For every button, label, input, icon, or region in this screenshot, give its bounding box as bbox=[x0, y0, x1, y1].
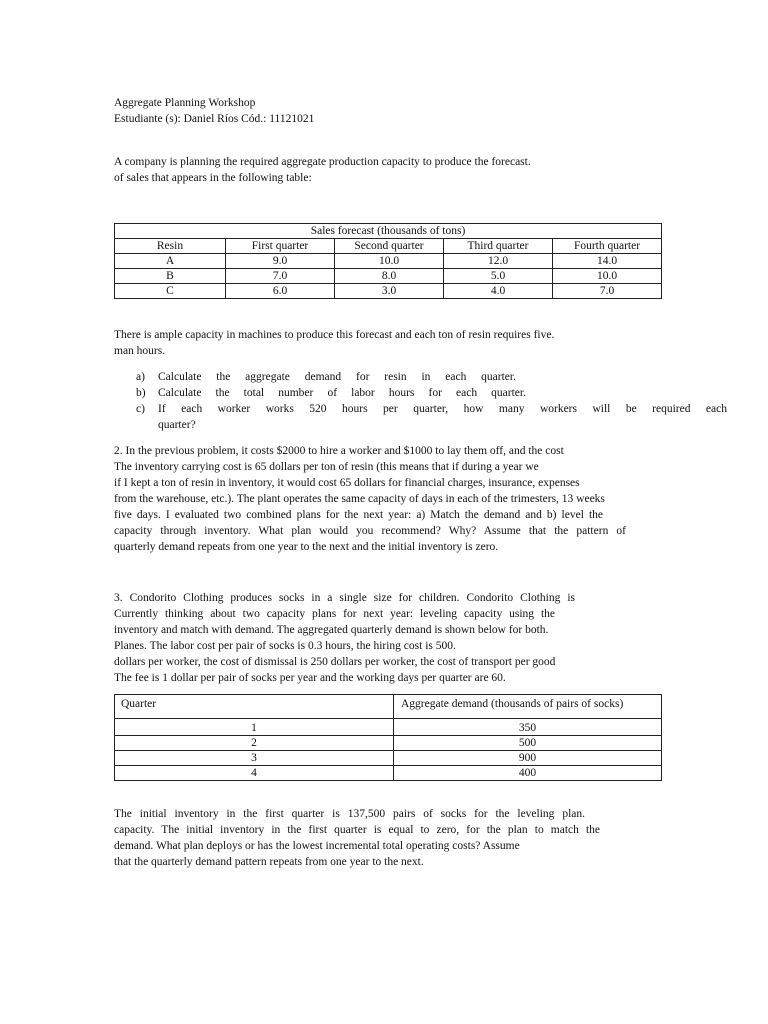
table-cell: C bbox=[115, 284, 226, 299]
column-header: First quarter bbox=[226, 239, 335, 254]
table-cell: 9.0 bbox=[226, 254, 335, 269]
text-line: capacity. The initial inventory in the first quarter is equal to zero, for the plan to match the bbox=[114, 824, 600, 836]
table-cell: 12.0 bbox=[444, 254, 553, 269]
text-line: quarterly demand repeats from one year to the next and the initial inventory is zero. bbox=[114, 541, 499, 553]
document-header bbox=[114, 95, 314, 127]
table-cell: 4 bbox=[115, 766, 394, 781]
table-cell: 8.0 bbox=[335, 269, 444, 284]
text-line: demand. What plan deploys or has the lowest incremental total operating costs? Assume bbox=[114, 840, 520, 852]
column-header: Aggregate demand (thousands of pairs of socks) bbox=[394, 695, 662, 719]
column-header: Resin bbox=[115, 239, 226, 254]
text-line: man hours. bbox=[114, 345, 166, 357]
text-line: The inventory carrying cost is 65 dollars per ton of resin (this means that if during a year we bbox=[114, 461, 539, 473]
column-header: Fourth quarter bbox=[553, 239, 662, 254]
column-header: Quarter bbox=[115, 695, 394, 719]
table-cell: 400 bbox=[394, 766, 662, 781]
table-row bbox=[115, 766, 662, 781]
table-cell: 1 bbox=[115, 719, 394, 736]
sales-forecast-table bbox=[114, 223, 662, 299]
text-line: The initial inventory in the first quarter is 137,500 pairs of socks for the leveling plan. bbox=[114, 808, 585, 820]
student-line: Estudiante (s): Daniel Ríos Cód.: 11121021 bbox=[114, 113, 315, 125]
text-line: of sales that appears in the following table: bbox=[114, 172, 312, 184]
list-marker: c) bbox=[136, 403, 145, 415]
column-header: Third quarter bbox=[444, 239, 553, 254]
table-cell: 2 bbox=[115, 736, 394, 751]
table-cell: 6.0 bbox=[226, 284, 335, 299]
table-cell: B bbox=[115, 269, 226, 284]
table-cell: 900 bbox=[394, 751, 662, 766]
text-line: The fee is 1 dollar per pair of socks per year and the working days per quarter are 60. bbox=[114, 672, 506, 684]
table-caption: Sales forecast (thousands of tons) bbox=[115, 224, 662, 239]
problem-3 bbox=[114, 590, 575, 686]
list-item-text: Calculate the aggregate demand for resin in each quarter. bbox=[158, 371, 516, 383]
table-row bbox=[115, 269, 662, 284]
list-item bbox=[136, 385, 528, 401]
closing-paragraph bbox=[114, 806, 600, 870]
resin-paragraph bbox=[114, 327, 554, 359]
text-line: A company is planning the required aggregate production capacity to produce the forecast. bbox=[114, 156, 531, 168]
column-header: Second quarter bbox=[335, 239, 444, 254]
text-line: if I kept a ton of resin in inventory, it would cost 65 dollars for financial charges, insurance, expenses bbox=[114, 477, 580, 489]
text-line: Currently thinking about two capacity plans for next year: leveling capacity using the bbox=[114, 608, 555, 620]
document-title: Aggregate Planning Workshop bbox=[114, 97, 256, 109]
text-line: 2. In the previous problem, it costs $2000 to hire a worker and $1000 to lay them off, and the cost bbox=[114, 445, 564, 457]
table-cell: 10.0 bbox=[335, 254, 444, 269]
text-line: five days. I evaluated two combined plans for the next year: a) Match the demand and b) level the bbox=[114, 509, 603, 521]
table-cell: 350 bbox=[394, 719, 662, 736]
table-header-row bbox=[115, 695, 662, 719]
text-line: capacity through inventory. What plan would you recommend? Why? Assume that the pattern of bbox=[114, 525, 626, 537]
table-header-row bbox=[115, 239, 662, 254]
list-item-text: If each worker works 520 hours per quarter, how many workers will be required each bbox=[158, 403, 727, 415]
table-cell: 5.0 bbox=[444, 269, 553, 284]
table-cell: A bbox=[115, 254, 226, 269]
text-line: 3. Condorito Clothing produces socks in a single size for children. Condorito Clothing is bbox=[114, 592, 575, 604]
table-row bbox=[115, 254, 662, 269]
text-line: inventory and match with demand. The aggregated quarterly demand is shown below for both. bbox=[114, 624, 549, 636]
table-cell: 3.0 bbox=[335, 284, 444, 299]
text-line: Planes. The labor cost per pair of socks is 0.3 hours, the hiring cost is 500. bbox=[114, 640, 456, 652]
list-item bbox=[136, 401, 728, 417]
table-cell: 14.0 bbox=[553, 254, 662, 269]
aggregate-demand-table bbox=[114, 694, 662, 781]
problem-2 bbox=[114, 443, 626, 555]
table-cell: 4.0 bbox=[444, 284, 553, 299]
table-cell: 500 bbox=[394, 736, 662, 751]
list-marker: a) bbox=[136, 371, 145, 383]
table-cell: 7.0 bbox=[553, 284, 662, 299]
table-row bbox=[115, 719, 662, 736]
table-cell: 7.0 bbox=[226, 269, 335, 284]
table-cell: 3 bbox=[115, 751, 394, 766]
table-cell: 10.0 bbox=[553, 269, 662, 284]
table-row bbox=[115, 736, 662, 751]
intro-paragraph bbox=[114, 154, 531, 186]
text-line: from the warehouse, etc.). The plant operates the same capacity of days in each of the trimesters, 13 weeks bbox=[114, 493, 605, 505]
table-row bbox=[115, 284, 662, 299]
list-marker: b) bbox=[136, 387, 146, 399]
list-item-text: Calculate the total number of labor hours for each quarter. bbox=[158, 387, 526, 399]
text-line: dollars per worker, the cost of dismissal is 250 dollars per worker, the cost of transport per good bbox=[114, 656, 556, 668]
text-line: that the quarterly demand pattern repeats from one year to the next. bbox=[114, 856, 424, 868]
table-row bbox=[115, 751, 662, 766]
text-line: There is ample capacity in machines to produce this forecast and each ton of resin requires five. bbox=[114, 329, 555, 341]
list-item-continuation: quarter? bbox=[158, 419, 196, 431]
list-item bbox=[136, 369, 516, 385]
